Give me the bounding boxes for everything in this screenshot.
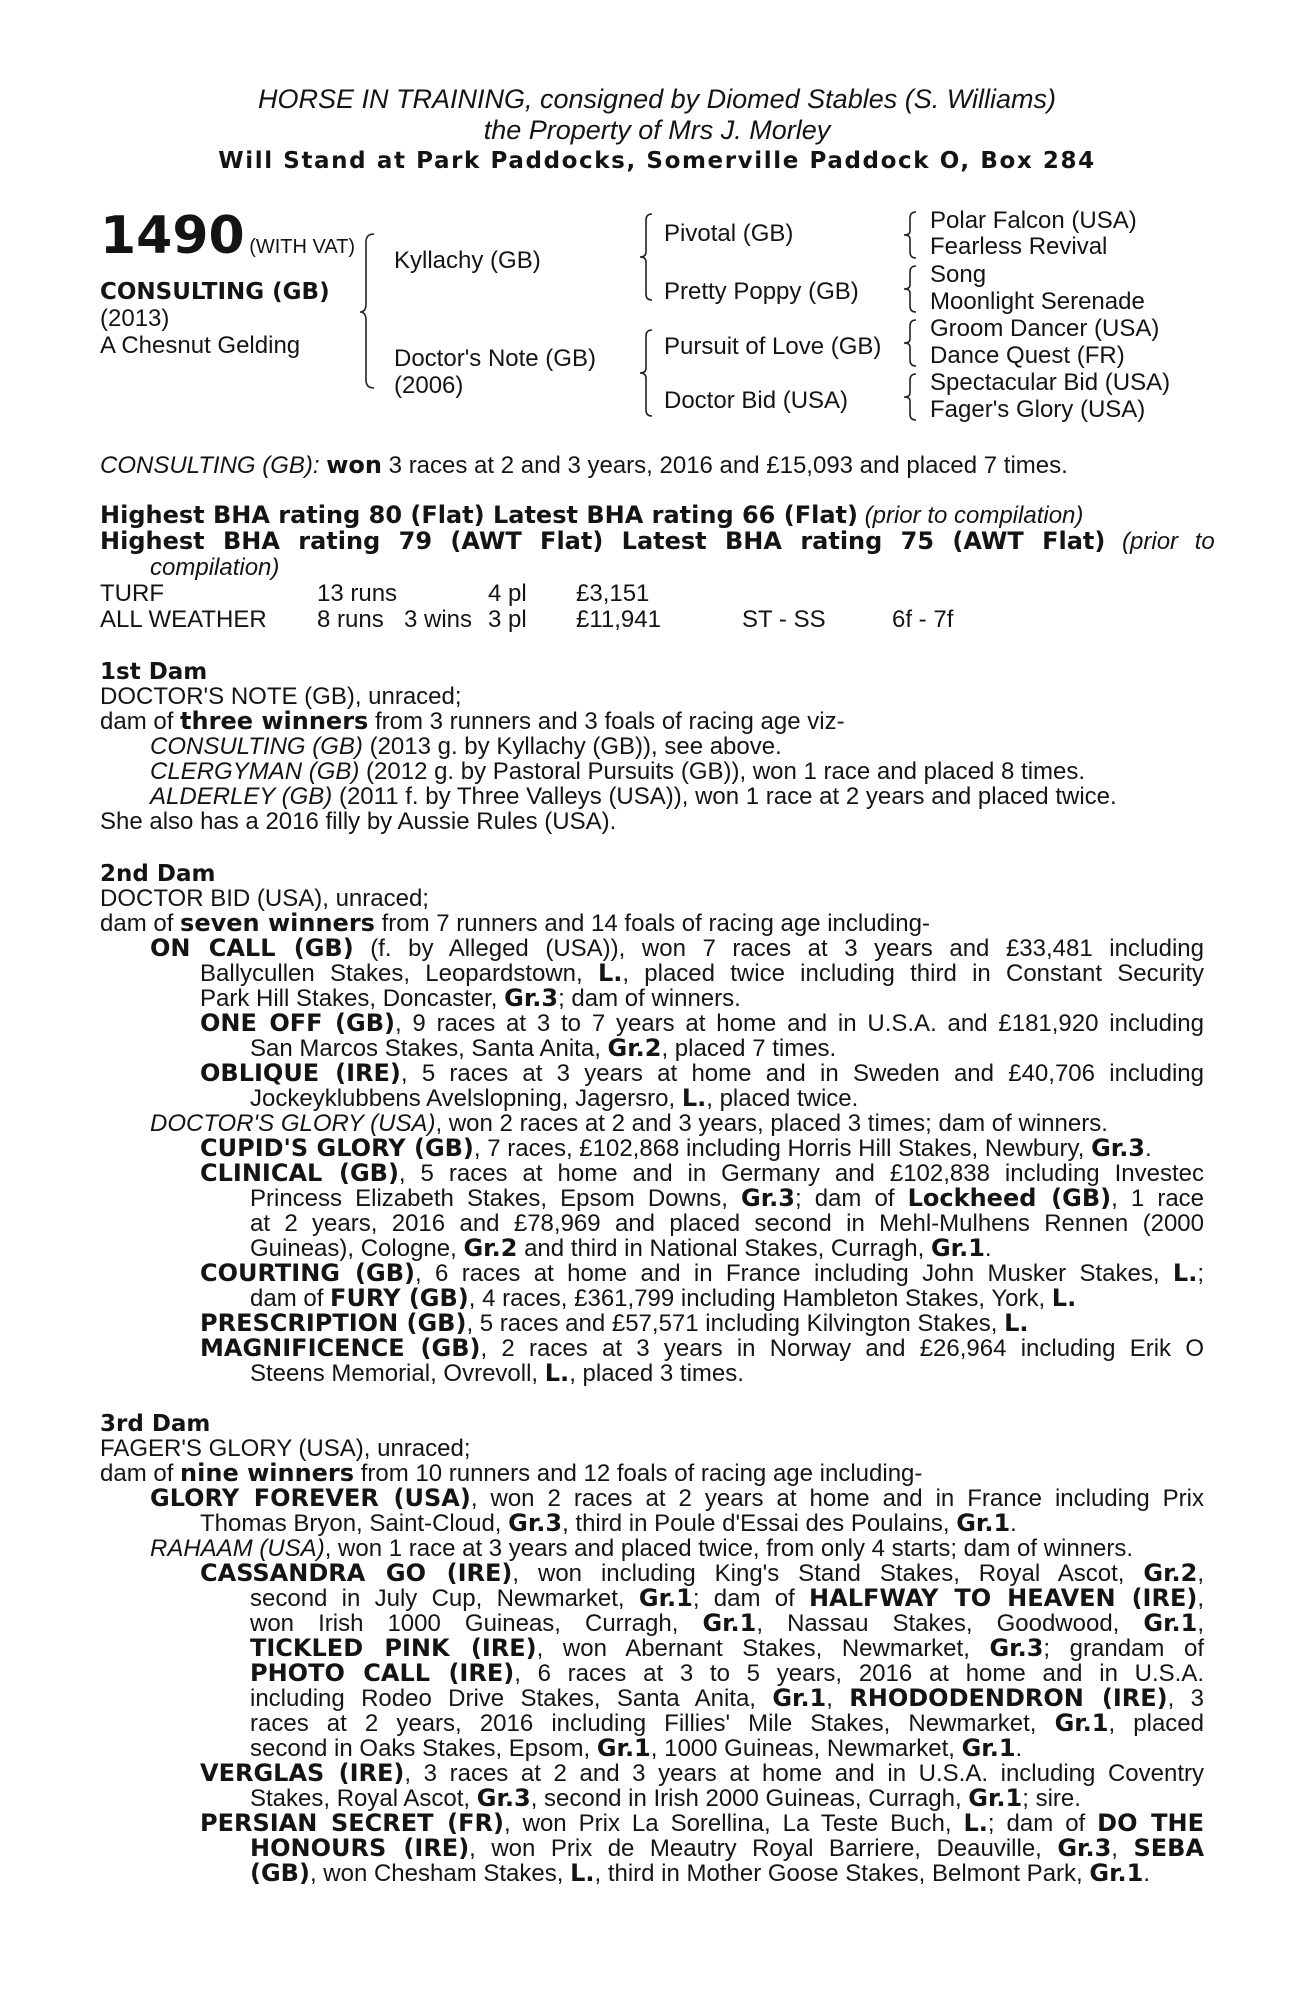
summary-won: won bbox=[326, 451, 382, 479]
entry-one-off: ONE OFF (GB), 9 races at 3 to 7 years at home and in U.S.A. and £181,920 including San Marcos Stakes, Santa Anita, Gr.2, placed 7 times. bbox=[200, 1009, 1204, 1062]
third-dam-name: FAGER'S GLORY (USA), unraced; bbox=[100, 1435, 471, 1462]
pedigree-bracket-ss bbox=[904, 210, 922, 260]
stats-runs: 13 runs bbox=[317, 580, 398, 607]
first-dam-name: DOCTOR'S NOTE (GB), unraced; bbox=[100, 683, 462, 710]
ds-dam: Dance Quest (FR) bbox=[930, 342, 1125, 369]
progeny-clergyman: CLERGYMAN (GB) (2012 g. by Pastoral Pursuits (GB)), won 1 race and placed 8 times. bbox=[150, 758, 1086, 785]
sd-dam: Moonlight Serenade bbox=[930, 288, 1145, 315]
sd-sire: Song bbox=[930, 261, 987, 288]
summary-horse-name: CONSULTING (GB) bbox=[100, 452, 313, 479]
progeny-filly: She also has a 2016 filly by Aussie Rules (USA). bbox=[100, 808, 617, 835]
pedigree-bracket-dam bbox=[640, 328, 658, 418]
entry-verglas: VERGLAS (IRE), 3 races at 2 and 3 years at home and in U.S.A. including Coventry Stakes, Royal Ascot, Gr.3, second in Irish 2000 Guineas, Curragh, Gr.1; sire. bbox=[200, 1759, 1205, 1812]
third-dam-record: dam of nine winners from 10 runners and 12 foals of racing age including- bbox=[100, 1459, 923, 1487]
stats-surface: TURF bbox=[100, 580, 164, 607]
race-summary: CONSULTING (GB): won 3 races at 2 and 3 years, 2016 and £15,093 and placed 7 times. bbox=[100, 451, 1068, 479]
summary-text: 3 races at 2 and 3 years, 2016 and £15,093 and placed 7 times. bbox=[388, 452, 1068, 479]
first-dam-record: dam of three winners from 3 runners and 3 foals of racing age viz- bbox=[100, 707, 845, 735]
stats-surface: ALL WEATHER bbox=[100, 606, 267, 633]
rating-flat-note: (prior to compilation) bbox=[864, 502, 1084, 529]
horse-name: CONSULTING (GB) bbox=[100, 279, 330, 305]
pedigree-bracket-sd bbox=[904, 264, 922, 314]
pedigree-bracket-ds bbox=[904, 318, 922, 368]
stats-prize: £11,941 bbox=[576, 606, 661, 633]
third-dam-heading: 3rd Dam bbox=[100, 1411, 211, 1437]
entry-doctors-glory: DOCTOR'S GLORY (USA), won 2 races at 2 and 3 years, placed 3 times; dam of winners. bbox=[150, 1110, 1108, 1137]
entry-glory-forever: GLORY FOREVER (USA), won 2 races at 2 years at home and in France including Prix Thomas Bryon, Saint-Cloud, Gr.3, third in Poule d'Essai des Poulains, Gr.1. bbox=[150, 1484, 1205, 1537]
stats-distance: 6f - 7f bbox=[892, 606, 954, 633]
entry-prescription: PRESCRIPTION (GB), 5 races and £57,571 including Kilvington Stakes, L. bbox=[200, 1309, 1029, 1337]
header-owner: the Property of Mrs J. Morley bbox=[483, 115, 831, 145]
entry-oblique: OBLIQUE (IRE), 5 races at 3 years at home and in Sweden and £40,706 including Jockeyklubbens Avelslopning, Jagersro, L., placed twice. bbox=[200, 1059, 1204, 1112]
dam-year: (2006) bbox=[394, 372, 464, 399]
entry-clinical: CLINICAL (GB), 5 races at home and in Germany and £102,838 including Investec Princess Elizabeth Stakes, Epsom Downs, Gr.3; dam of Lockheed (GB), 1 race at 2 years, 2016 and £78,969 and placed second in Mehl-Mulhens Rennen (2000 Guineas), Cologne, Gr.2 and third in National Stakes, Curragh, Gr.1. bbox=[200, 1159, 1205, 1262]
progeny-consulting: CONSULTING (GB) (2013 g. by Kyllachy (GB)), see above. bbox=[150, 733, 782, 760]
entry-cassandra-go: CASSANDRA GO (IRE), won including King's Stand Stakes, Royal Ascot, Gr.2, second in July Cup, Newmarket, Gr.1; dam of HALFWAY TO HEAVEN (IRE), won Irish 1000 Guineas, Curragh, Gr.1, Nassau Stakes, Goodwood, Gr.1, TICKLED PINK (IRE), won Abernant Stakes, Newmarket, Gr.3; grandam of PHOTO CALL (IRE), 6 races at 3 to 5 years, 2016 at home and in U.S.A. including Rodeo Drive Stakes, Santa Anita, Gr.1, RHODODENDRON (IRE), 3 races at 2 years, 2016 including Fillies' Mile Stakes, Newmarket, Gr.1, placed second in Oaks Stakes, Epsom, Gr.1, 1000 Guineas, Newmarket, Gr.1. bbox=[200, 1559, 1205, 1762]
pedigree-bracket-1 bbox=[360, 232, 380, 392]
progeny-alderley: ALDERLEY (GB) (2011 f. by Three Valleys (USA)), won 1 race at 2 years and placed twice. bbox=[150, 783, 1117, 810]
rating-flat-text: Highest BHA rating 80 (Flat) Latest BHA rating 66 (Flat) bbox=[100, 501, 858, 529]
stats-runs: 8 runs bbox=[317, 606, 384, 633]
rating-flat bbox=[100, 503, 1083, 528]
dam-sire: Pursuit of Love (GB) bbox=[664, 333, 882, 360]
sire: Kyllachy (GB) bbox=[394, 247, 541, 274]
dd-sire: Spectacular Bid (USA) bbox=[930, 369, 1171, 396]
entry-cupids-glory: CUPID'S GLORY (GB), 7 races, £102,868 including Horris Hill Stakes, Newbury, Gr.3. bbox=[200, 1134, 1152, 1162]
stats-going: ST - SS bbox=[742, 606, 826, 633]
entry-on-call: ON CALL (GB) (f. by Alleged (USA)), won 7 races at 3 years and £33,481 including Ballycullen Stakes, Leopardstown, L., placed twice including third in Constant Security Park Hill Stakes, Doncaster, Gr.3; dam of winners. bbox=[150, 934, 1204, 1012]
sire-sire: Pivotal (GB) bbox=[664, 220, 794, 247]
rating-awt-note-cont: compilation) bbox=[150, 554, 280, 581]
stats-placed: 4 pl bbox=[488, 580, 527, 607]
rating-awt-note: (prior to bbox=[1122, 528, 1215, 555]
header-location: Will Stand at Park Paddocks, Somerville Paddock O, Box 284 bbox=[218, 148, 1096, 174]
stats-prize: £3,151 bbox=[576, 580, 650, 607]
lot-number: 1490 bbox=[100, 206, 245, 266]
ds-sire: Groom Dancer (USA) bbox=[930, 315, 1160, 342]
horse-year: (2013) bbox=[100, 305, 170, 332]
entry-courting: COURTING (GB), 6 races at home and in France including John Musker Stakes, L.; dam of FURY (GB), 4 races, £361,799 including Hambleton Stakes, York, L. bbox=[200, 1259, 1204, 1312]
rating-awt bbox=[100, 527, 1215, 555]
dam-dam: Doctor Bid (USA) bbox=[664, 387, 849, 414]
entry-persian-secret: PERSIAN SECRET (FR), won Prix La Sorellina, La Teste Buch, L.; dam of DO THE HONOURS (IRE), won Prix de Meautry Royal Barriere, Deauville, Gr.3, SEBA (GB), won Chesham Stakes, L., third in Mother Goose Stakes, Belmont Park, Gr.1. bbox=[200, 1809, 1205, 1887]
entry-magnificence: MAGNIFICENCE (GB), 2 races at 3 years in Norway and £26,964 including Erik O Steens Memorial, Ovrevoll, L., placed 3 times. bbox=[200, 1334, 1204, 1387]
first-dam-heading: 1st Dam bbox=[100, 659, 208, 685]
header-title: HORSE IN TRAINING, consigned by Diomed Stables (S. Williams) bbox=[258, 84, 1056, 114]
second-dam-name: DOCTOR BID (USA), unraced; bbox=[100, 885, 429, 912]
second-dam-heading: 2nd Dam bbox=[100, 861, 216, 887]
lot-number-row bbox=[100, 208, 355, 264]
rating-awt-text: Highest BHA rating 79 (AWT Flat) Latest BHA rating 75 (AWT Flat) bbox=[100, 527, 1106, 555]
ss-sire: Polar Falcon (USA) bbox=[930, 207, 1137, 234]
dam: Doctor's Note (GB) bbox=[394, 345, 596, 372]
ss-dam: Fearless Revival bbox=[930, 233, 1108, 260]
pedigree-bracket-dd bbox=[904, 372, 922, 422]
horse-description: A Chesnut Gelding bbox=[100, 332, 301, 359]
stats-wins: 3 wins bbox=[404, 606, 473, 633]
entry-rahaam: RAHAAM (USA), won 1 race at 3 years and placed twice, from only 4 starts; dam of winners. bbox=[150, 1535, 1134, 1562]
pedigree-bracket-sire bbox=[640, 212, 658, 302]
sire-dam: Pretty Poppy (GB) bbox=[664, 278, 859, 305]
stats-placed: 3 pl bbox=[488, 606, 527, 633]
dd-dam: Fager's Glory (USA) bbox=[930, 396, 1146, 423]
vat-note: (WITH VAT) bbox=[249, 236, 356, 258]
second-dam-record: dam of seven winners from 7 runners and 14 foals of racing age including- bbox=[100, 909, 930, 937]
